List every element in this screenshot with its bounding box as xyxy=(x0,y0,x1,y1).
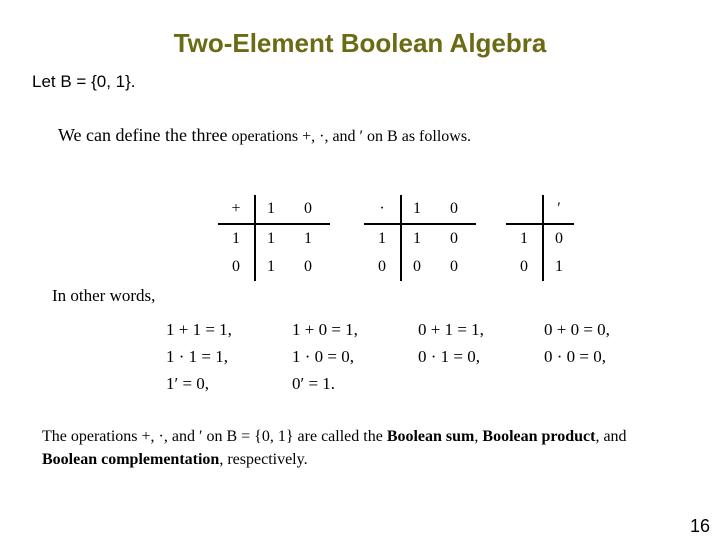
dot-table xyxy=(364,195,476,281)
equation: 0 · 0 = 0, xyxy=(544,347,606,366)
table-cell: 0 xyxy=(450,230,458,247)
table-cell: 0 xyxy=(506,253,543,281)
table-header-cell: + xyxy=(218,195,255,224)
equation: 0 + 0 = 0, xyxy=(544,320,610,339)
equation: 1 + 1 = 1, xyxy=(166,320,232,339)
intro-rest: operations +, ·, and ′ on B as follows. xyxy=(231,128,472,145)
table-cell: 0 xyxy=(304,258,312,275)
table-cell: 0 xyxy=(555,230,563,247)
equation: 0 · 1 = 0, xyxy=(418,347,480,366)
table-cell: 0 xyxy=(364,253,401,281)
term-boolean-complementation: Boolean complementation xyxy=(42,451,220,468)
table-header-cell: 1 xyxy=(255,195,286,224)
table-cell: 0 xyxy=(450,258,458,275)
footer-text: The operations +, ·, and ′ on B = {0, 1} are called the xyxy=(42,428,387,445)
intro-text xyxy=(58,125,471,146)
equation: 1 + 0 = 1, xyxy=(292,320,358,339)
equation: 1 · 0 = 0, xyxy=(292,347,354,366)
footer-paragraph xyxy=(42,425,682,471)
page-number: 16 xyxy=(690,516,711,536)
table-cell: 0 xyxy=(218,253,255,281)
intro-lead: We can define the three xyxy=(58,125,228,145)
subtitle: Let B = {0, 1}. xyxy=(32,72,136,91)
equation: 0′ = 1. xyxy=(292,374,336,393)
table-cell: 0 xyxy=(413,258,421,275)
table-cell: 1 xyxy=(267,258,275,275)
prime-table xyxy=(506,195,574,281)
table-header-cell: 0 xyxy=(286,195,330,224)
equation: 0 + 1 = 1, xyxy=(418,320,484,339)
table-cell: 1 xyxy=(555,258,563,275)
table-cell: 1 xyxy=(506,224,543,253)
equation: 1 · 1 = 1, xyxy=(166,347,228,366)
term-boolean-sum: Boolean sum xyxy=(386,428,475,445)
table-header-cell: ′ xyxy=(543,195,574,224)
slide-title: Two-Element Boolean Algebra xyxy=(173,28,547,58)
equation: 1′ = 0, xyxy=(166,374,210,393)
footer-text: , xyxy=(474,428,483,445)
plus-table xyxy=(218,195,330,281)
footer-text: , respectively. xyxy=(219,451,308,468)
table-cell: 1 xyxy=(413,230,421,247)
footer-text: , and xyxy=(595,428,627,445)
table-cell: 1 xyxy=(267,230,275,247)
table-header-cell: · xyxy=(364,195,401,224)
in-other-words: In other words, xyxy=(52,286,156,305)
table-cell: 1 xyxy=(364,224,401,253)
table-cell: 1 xyxy=(304,230,312,247)
table-header-cell xyxy=(506,195,543,224)
table-header-cell: 1 xyxy=(401,195,432,224)
table-header-cell: 0 xyxy=(432,195,476,224)
term-boolean-product: Boolean product xyxy=(482,428,596,445)
table-cell: 1 xyxy=(218,224,255,253)
